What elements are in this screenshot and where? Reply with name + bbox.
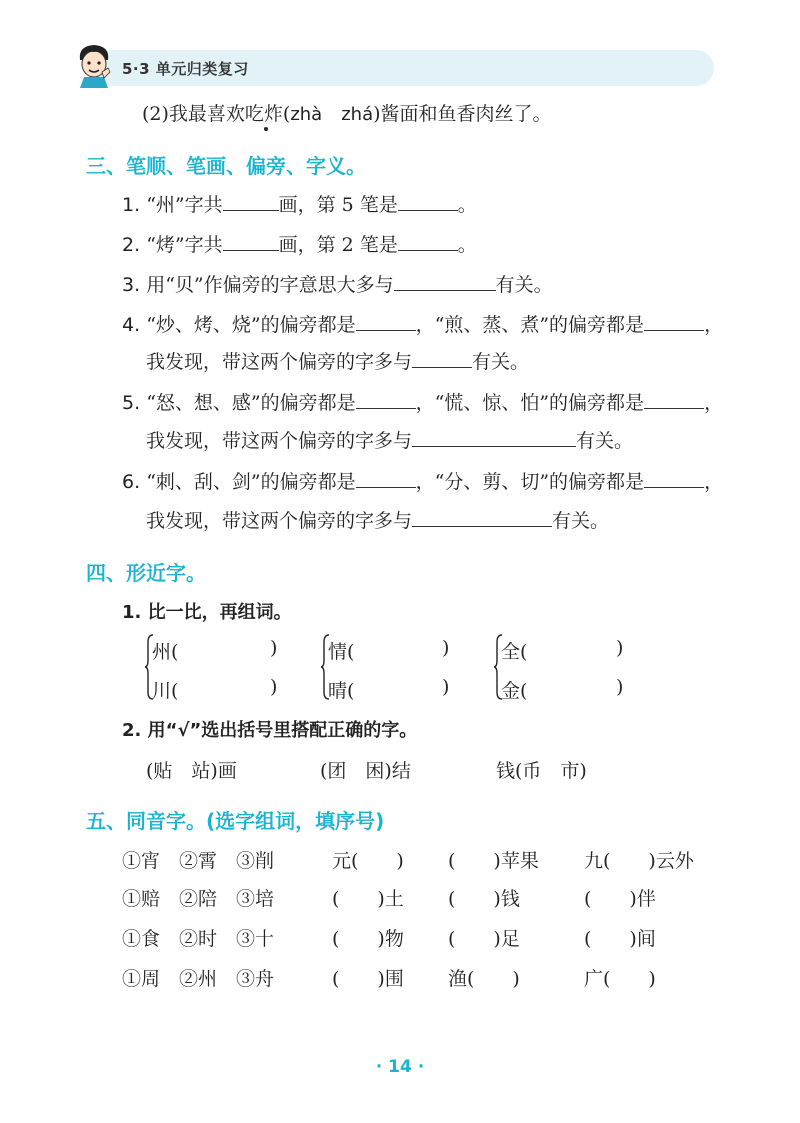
section-3-title: 三、笔顺、笔画、偏旁、字义。 [86, 154, 366, 178]
boy-mascot-icon [74, 42, 114, 88]
pinyin-option-2: zhá [341, 104, 374, 125]
answer-blank[interactable] [356, 312, 416, 331]
answer-blank[interactable] [644, 469, 704, 488]
s5-row-2-word-1[interactable]: ( )土 [332, 888, 404, 910]
s5-row-2-word-2[interactable]: ( )钱 [448, 888, 520, 910]
s5-row-4-options: ①周 ②州 ③舟 [122, 968, 275, 990]
section-5-title: 五、同音字。(选字组词，填序号) [86, 809, 385, 833]
s3-item-5: 5. “怒、想、感”的偏旁都是 ，“慌、惊、怕”的偏旁都是 ， [122, 392, 724, 414]
s3-item-1: 1. “州”字共 画，第 5 笔是 。 [122, 194, 477, 216]
s3-item-5-line2: 我发现，带这两个偏旁的字多与 有关。 [146, 430, 634, 452]
close-paren: ) [616, 676, 624, 698]
s5-row-1-word-1[interactable]: 元( ) [332, 850, 404, 872]
answer-blank[interactable] [412, 508, 552, 527]
pinyin-option-1: zhà [290, 104, 323, 125]
answer-blank[interactable] [223, 192, 279, 211]
s3-item-4-line2: 我发现，带这两个偏旁的字多与 有关。 [146, 351, 530, 373]
pair-1-bottom: 川( [152, 680, 179, 702]
s5-row-4-word-2[interactable]: 渔( ) [448, 968, 520, 990]
pair-3-top: 全( [501, 641, 528, 663]
s3-item-2: 2. “烤”字共 画，第 2 笔是 。 [122, 234, 477, 256]
pair-3-bottom: 金( [501, 680, 528, 702]
answer-blank[interactable] [412, 428, 576, 447]
close-paren: ) [270, 676, 278, 698]
s5-row-1-word-2[interactable]: ( )苹果 [448, 850, 539, 872]
pair-2-bottom: 晴( [328, 680, 355, 702]
s3-item-3: 3. 用“贝”作偏旁的字意思大多与 有关。 [122, 274, 553, 296]
answer-blank[interactable] [356, 390, 416, 409]
emphasis-dot [264, 127, 268, 131]
answer-blank[interactable] [412, 349, 472, 368]
answer-blank[interactable] [398, 192, 458, 211]
s5-row-2-options: ①赔 ②陪 ③培 [122, 888, 275, 910]
answer-blank[interactable] [356, 469, 416, 488]
s5-row-3-word-3[interactable]: ( )间 [584, 928, 656, 950]
answer-blank[interactable] [644, 312, 704, 331]
s4-question-2: 2. 用“√”选出括号里搭配正确的字。 [122, 720, 418, 741]
s5-row-4-word-1[interactable]: ( )围 [332, 968, 404, 990]
close-paren: ) [270, 637, 278, 659]
s5-row-3-options: ①食 ②时 ③十 [122, 928, 275, 950]
pair-2-top: 情( [328, 641, 355, 663]
choice-3[interactable]: 钱(币 市) [496, 760, 587, 782]
s5-row-3-word-1[interactable]: ( )物 [332, 928, 404, 950]
s3-item-4: 4. “炒、烤、烧”的偏旁都是 ，“煎、蒸、煮”的偏旁都是 ， [122, 314, 724, 336]
answer-blank[interactable] [223, 232, 279, 251]
close-paren: ) [616, 637, 624, 659]
answer-blank[interactable] [644, 390, 704, 409]
s5-row-1-word-3[interactable]: 九( )云外 [584, 850, 694, 872]
pair-1-top: 州( [152, 641, 179, 663]
s3-item-6-line2: 我发现，带这两个偏旁的字多与 有关。 [146, 510, 610, 532]
page-number: · 14 · [375, 1057, 425, 1077]
answer-blank[interactable] [398, 232, 458, 251]
question-2-suffix: )酱面和鱼香肉丝了。 [373, 103, 552, 125]
close-paren: ) [442, 637, 450, 659]
question-2 [142, 102, 552, 127]
header-title: 5·3 单元归类复习 [122, 60, 249, 78]
answer-blank[interactable] [394, 272, 496, 291]
close-paren: ) [442, 676, 450, 698]
s5-row-2-word-3[interactable]: ( )伴 [584, 888, 656, 910]
section-4-title: 四、形近字。 [86, 561, 206, 585]
s3-item-6: 6. “刺、刮、剑”的偏旁都是 ，“分、剪、切”的偏旁都是 ， [122, 471, 724, 493]
s5-row-1-options: ①宵 ②霄 ③削 [122, 850, 275, 872]
question-2-prefix: (2)我最喜欢吃炸( [142, 103, 291, 125]
choice-1[interactable]: (贴 站)画 [146, 760, 237, 782]
s4-question-1: 1. 比一比，再组词。 [122, 602, 292, 623]
s5-row-3-word-2[interactable]: ( )足 [448, 928, 520, 950]
s5-row-4-word-3[interactable]: 广( ) [584, 968, 656, 990]
choice-2[interactable]: (团 困)结 [320, 760, 411, 782]
